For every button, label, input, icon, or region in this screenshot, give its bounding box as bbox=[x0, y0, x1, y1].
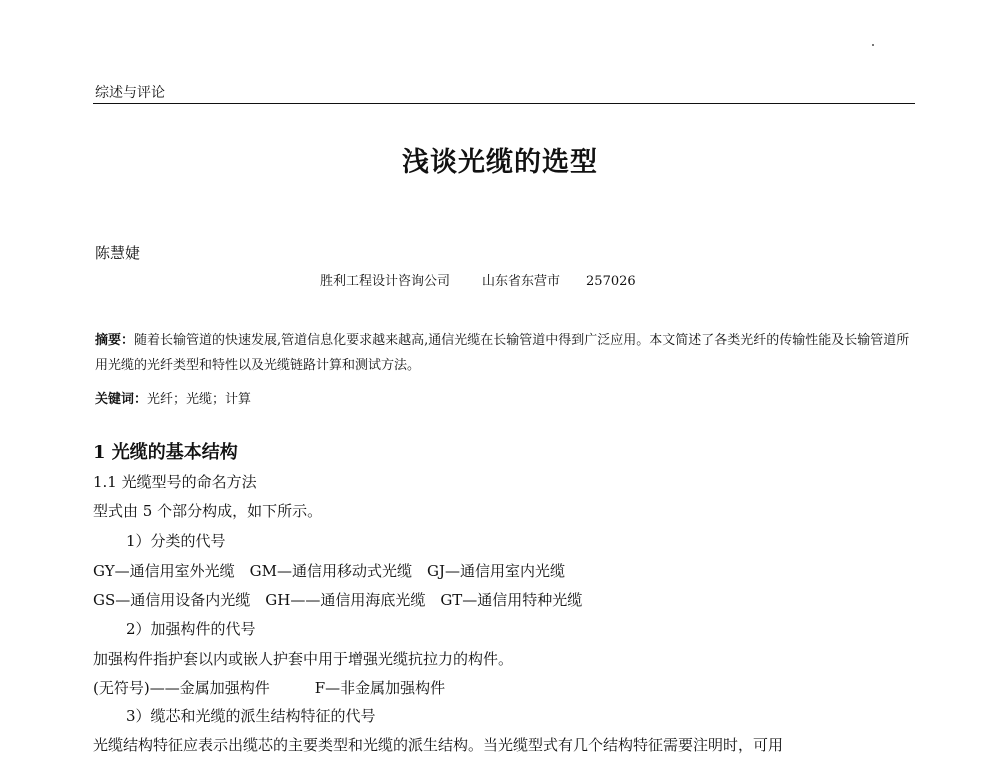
keywords-text: 光纤；光缆；计算 bbox=[147, 392, 252, 407]
affiliation-postcode: 257026 bbox=[586, 274, 636, 289]
list-item-heading: 1）分类的代号 bbox=[126, 532, 226, 550]
section-heading: 1 光缆的基本结构 bbox=[93, 442, 238, 463]
scan-speck bbox=[872, 44, 874, 46]
body-line: GS—通信用设备内光缆 GH——通信用海底光缆 GT—通信用特种光缆 bbox=[93, 591, 583, 609]
keywords bbox=[95, 388, 251, 407]
affiliation-organization: 胜利工程设计咨询公司 bbox=[320, 274, 451, 289]
list-item-heading: 2）加强构件的代号 bbox=[126, 620, 256, 638]
body-line: (无符号)——金属加强构件 F—非金属加强构件 bbox=[93, 679, 446, 697]
abstract-label: 摘要： bbox=[95, 333, 135, 348]
author-name: 陈慧婕 bbox=[95, 244, 141, 262]
body-line: 型式由 5 个部分构成，如下所示。 bbox=[93, 502, 323, 520]
affiliation bbox=[320, 270, 636, 289]
body-line: GY—通信用室外光缆 GM—通信用移动式光缆 GJ—通信用室内光缆 bbox=[93, 562, 565, 580]
subsection-heading: 1.1 光缆型号的命名方法 bbox=[93, 473, 257, 491]
header-rule bbox=[93, 103, 915, 104]
keywords-label: 关键词： bbox=[95, 392, 148, 407]
section-label: 综述与评论 bbox=[95, 85, 165, 101]
body-line: 光缆结构特征应表示出缆芯的主要类型和光缆的派生结构。当光缆型式有几个结构特征需要注明时，可用 bbox=[93, 736, 784, 754]
affiliation-location: 山东省东营市 bbox=[482, 274, 561, 289]
body-line: 加强构件指护套以内或嵌人护套中用于增强光缆抗拉力的构件。 bbox=[93, 650, 514, 668]
abstract-text: 随着长输管道的快速发展,管道信息化要求越来越高,通信光缆在长输管道中得到广泛应用。本文简述了各类光纤的传输性能及长输管道所用光缆的光纤类型和特性以及光缆链路计算和测试方法。 bbox=[95, 333, 910, 373]
list-item-heading: 3）缆芯和光缆的派生结构特征的代号 bbox=[126, 707, 376, 725]
article-title: 浅谈光缆的选型 bbox=[402, 147, 598, 178]
abstract bbox=[95, 328, 917, 378]
